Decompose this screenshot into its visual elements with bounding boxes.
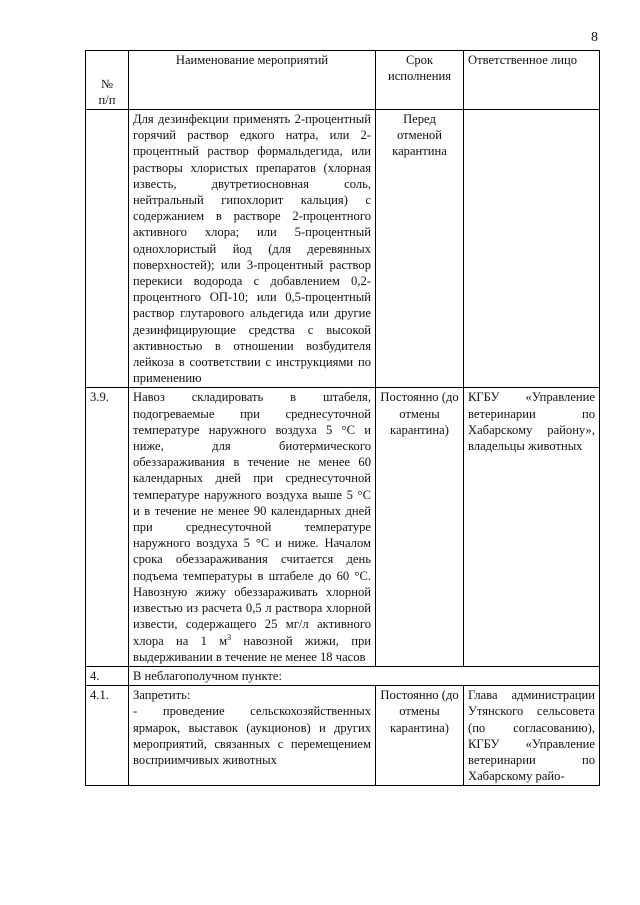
row-num: 4. bbox=[86, 666, 129, 685]
row-term: Перед отменой карантина bbox=[376, 110, 464, 388]
row-text bbox=[129, 686, 376, 786]
page-number: 8 bbox=[591, 30, 598, 45]
table-row bbox=[86, 666, 600, 685]
row-text: Для дезинфекции применять 2-процентный горячий раствор едкого натра, или 2-процентный раствор формальдегида, или растворы хлористых препаратов (хлорная известь, двутретиосновная соль, нейтральный гипохлорит кальция) с содержанием в растворе 2-процентного активного хлора; или 5-процентный однохлористый йод (для деревянных поверхностей); или 3-процентный раствор перекиси водорода с добавлением 0,2-процентного ОП-10; или 0,5-процентный раствор глутарового альдегида или другие дезинфицирующие средства с высокой активностью в отношении возбудителя лейкоза в соответствии с инструкциями по применению bbox=[129, 110, 376, 388]
row-responsible: КГБУ «Управление ветеринарии по Хабарскому району», владельцы животных bbox=[464, 388, 600, 666]
superscript: 3 bbox=[227, 632, 232, 642]
row-text-part1: Навоз складировать в штабеля, подогреваемые при среднесуточной температуре наружного воздуха 5 °С и ниже, для биотермического обеззараживания в течение не менее 60 календарных дней при среднесуточной температуре наружного воздуха выше 5 °С и в течение не менее 90 календарных дней при среднесуточной температуре наружного воздуха 5 °С и ниже. Началом срока обеззараживания считается день подъема температуры в штабеле до 60 °С. Навозную жижу обеззараживать хлорной известью из расчета 0,5 л раствора хлорной извести, содержащего 25 мг/л активного хлора на 1 м bbox=[133, 390, 371, 648]
row-responsible: Глава администрации Утянского сельсовета (по согласованию), КГБУ «Управление ветеринарии по Хабарскому райо- bbox=[464, 686, 600, 786]
row-num: 4.1. bbox=[86, 686, 129, 786]
row-text-part2: навозной жижи, при выдерживании в течение не менее 18 часов bbox=[133, 633, 371, 664]
header-responsible: Ответственное лицо bbox=[464, 51, 600, 110]
table-row bbox=[86, 110, 600, 388]
row-num: 3.9. bbox=[86, 388, 129, 666]
header-term: Срок исполнения bbox=[376, 51, 464, 110]
header-num: № п/п bbox=[86, 51, 129, 110]
table-header-row bbox=[86, 51, 600, 110]
header-name: Наименование мероприятий bbox=[129, 51, 376, 110]
row-num bbox=[86, 110, 129, 388]
row-responsible bbox=[464, 110, 600, 388]
table-row bbox=[86, 388, 600, 666]
table-row bbox=[86, 686, 600, 786]
row-term: Постоянно (до отмены карантина) bbox=[376, 686, 464, 786]
row-text-body: - проведение сельскохозяйственных ярмарок, выставок (аукционов) и других мероприятий, связанных с перемещением восприимчивых животных bbox=[133, 704, 371, 767]
row-text bbox=[129, 388, 376, 666]
row-term: Постоянно (до отмены карантина) bbox=[376, 388, 464, 666]
measures-table bbox=[85, 50, 600, 786]
row-text-title: Запретить: bbox=[133, 688, 191, 703]
section-title: В неблагополучном пункте: bbox=[129, 666, 600, 685]
